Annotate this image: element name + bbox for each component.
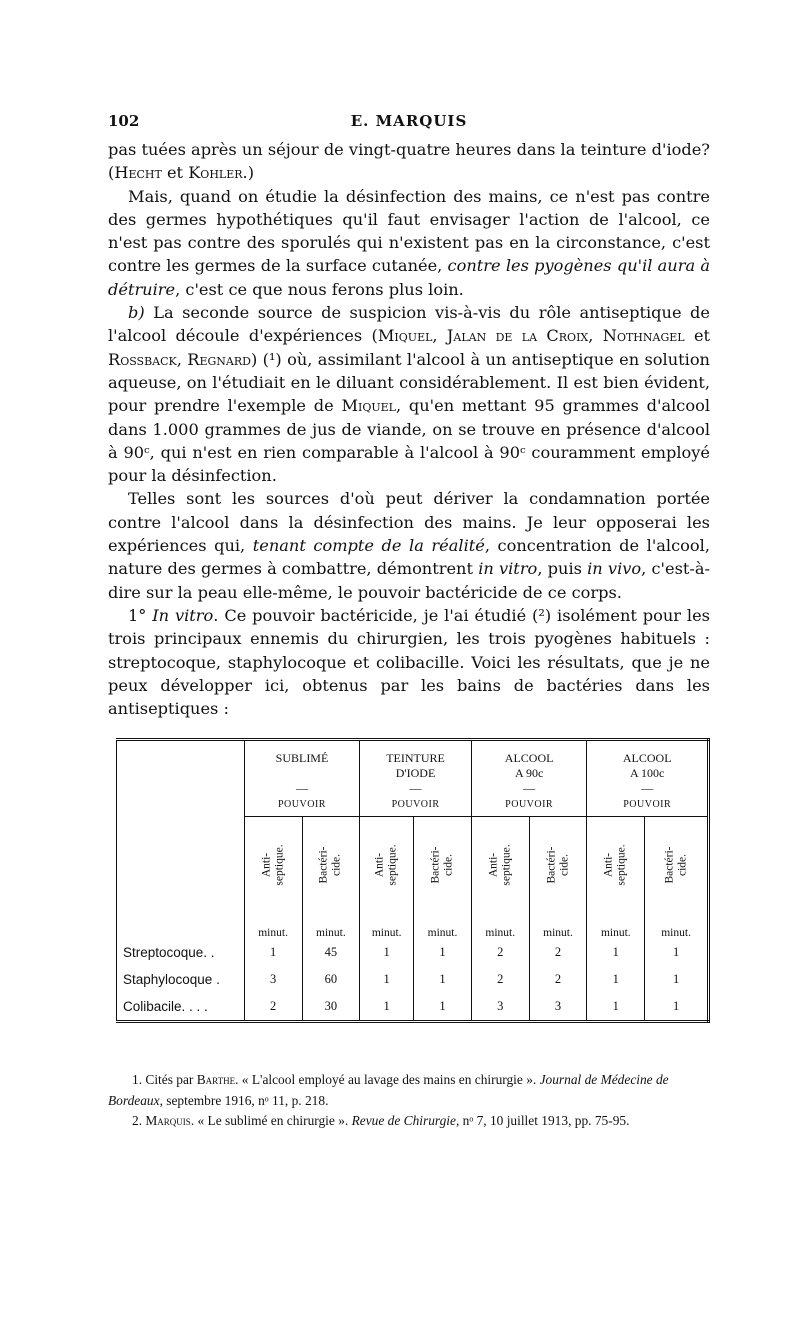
table-cell: 60 xyxy=(302,966,360,993)
table-cell: 1 xyxy=(587,993,645,1022)
col-antiseptique: Anti- septique. xyxy=(471,817,529,914)
table-cell: 2 xyxy=(244,993,302,1022)
table-cell: 3 xyxy=(244,966,302,993)
table-row xyxy=(117,939,709,966)
unit-label: minut. xyxy=(302,913,360,939)
paragraph-2: Mais, quand on étudie la désinfection des mains, ce n'est pas contre des germes hypothétiques qu'il faut envisager l'action de l'alcool, ce n'est pas contre des sporulés qui n'existent pas en la circonstance, c'est contre les germes de la surface cutanée, contre les pyogènes qu'il aura à détruire, c'est ce que nous ferons plus loin. xyxy=(108,186,710,299)
table-cell: 3 xyxy=(529,993,587,1022)
table-cell: 1 xyxy=(587,966,645,993)
table-cell: 1 xyxy=(414,993,472,1022)
author-name: Kohler xyxy=(188,163,243,183)
col-bactericide: Bactéri- cide. xyxy=(414,817,472,914)
paragraph-4: Telles sont les sources d'où peut dériver la condamnation portée contre l'alcool dans la désinfection des mains. Je leur opposerai les expériences qui, tenant compte de la réalité, concentration de l'alcool, nature des germes à combattre, démontrent in vitro, puis in vivo, c'est-à-dire sur la peau elle-même, le pouvoir bactéricide de ce corps. xyxy=(108,489,710,602)
table-cell: 1 xyxy=(645,993,709,1022)
group-header: ALCOOL A 100c — POUVOIR xyxy=(587,740,709,817)
row-label: Colibacile. . . . xyxy=(123,999,208,1014)
footnote-ref: ) (¹) xyxy=(250,349,282,369)
unit-label: minut. xyxy=(587,913,645,939)
unit-label: minut. xyxy=(529,913,587,939)
table-row xyxy=(117,993,709,1022)
group-header: TEINTURE D'IODE — POUVOIR xyxy=(360,740,472,817)
author-name: Miquel xyxy=(341,396,396,416)
table-cell: 2 xyxy=(471,939,529,966)
table-cell: 2 xyxy=(471,966,529,993)
author-name: Nothnagel xyxy=(602,326,685,346)
results-table xyxy=(116,738,710,1023)
col-antiseptique: Anti- septique. xyxy=(360,817,414,914)
footnote-2: 2. Marquis. « Le sublimé en chirurgie ». Revue de Chirurgie, nᵒ 7, 10 juillet 1913, pp. 75-95. xyxy=(132,1113,630,1128)
author-name: Hecht xyxy=(114,163,162,183)
author-name: Miquel xyxy=(377,326,433,346)
table-group-header-row xyxy=(117,740,709,817)
table-cell: 30 xyxy=(302,993,360,1022)
col-bactericide: Bactéri- cide. xyxy=(529,817,587,914)
table-unit-row xyxy=(117,913,709,939)
table-cell: 1 xyxy=(360,966,414,993)
table-cell: 45 xyxy=(302,939,360,966)
table-row xyxy=(117,966,709,993)
footnote-1: 1. Cités par Barthe. « L'alcool employé au lavage des mains en chirurgie ». Journal de Médecine de Bordeaux, septembre 1916, nᵒ 11, p. 218. xyxy=(108,1072,669,1108)
paragraph-5: 1° In vitro. Ce pouvoir bactéricide, je l'ai étudié (²) isolément pour les trois principaux ennemis du chirurgien, les trois pyogènes habituels : streptocoque, staphylocoque et colibacille. Voici les résultats, que je ne peux développer ici, obtenus par les bains de bactéries dans les antiseptiques : xyxy=(108,605,710,719)
author-name: Rossback xyxy=(108,349,177,369)
table-cell: 2 xyxy=(529,966,587,993)
col-bactericide: Bactéri- cide. xyxy=(645,817,709,914)
table-cell: 1 xyxy=(645,966,709,993)
table-cell: 3 xyxy=(471,993,529,1022)
author-name: Jalan de la Croix xyxy=(446,326,589,346)
table-cell: 1 xyxy=(360,993,414,1022)
table-cell: 1 xyxy=(414,939,472,966)
table-cell: 1 xyxy=(645,939,709,966)
unit-label: minut. xyxy=(360,913,414,939)
table-cell: 1 xyxy=(360,939,414,966)
page-number: 102 xyxy=(108,112,140,130)
col-antiseptique: Anti- septique. xyxy=(587,817,645,914)
paragraph-3: b) La seconde source de suspicion vis-à-vis du rôle antiseptique de l'alcool découle d'expériences (Miquel, Jalan de la Croix, Nothnagel et Rossback, Regnard) (¹) où, assimilant l'alcool à un antiseptique en solution aqueuse, on l'étudiait en le diluant considérablement. Il est bien évident, pour prendre l'exemple de Miquel, qu'en mettant 95 grammes d'alcool dans 1.000 grammes de jus de viande, on se trouve en présence d'alcool à 90ᶜ, qui n'est en rien comparable à l'alcool à 90ᶜ couramment employé pour la désinfection. xyxy=(108,303,711,486)
unit-label: minut. xyxy=(244,913,302,939)
running-title: E. MARQUIS xyxy=(350,112,468,130)
table-cell: 1 xyxy=(587,939,645,966)
footnotes xyxy=(108,1070,710,1132)
unit-label: minut. xyxy=(645,913,709,939)
row-label: Streptocoque. . xyxy=(123,945,215,960)
unit-label: minut. xyxy=(471,913,529,939)
group-header: ALCOOL A 90c — POUVOIR xyxy=(471,740,587,817)
row-label: Staphylocoque . xyxy=(123,972,220,987)
col-bactericide: Bactéri- cide. xyxy=(302,817,360,914)
page-header xyxy=(108,112,710,138)
unit-label: minut. xyxy=(414,913,472,939)
col-antiseptique: Anti- septique. xyxy=(244,817,302,914)
table-cell: 1 xyxy=(414,966,472,993)
table-cell: 2 xyxy=(529,939,587,966)
author-name: Regnard xyxy=(187,349,251,369)
page-content xyxy=(108,112,710,720)
body-text xyxy=(108,138,710,720)
section-label: b) xyxy=(128,303,145,323)
paragraph-1: pas tuées après un séjour de vingt-quatre heures dans la teinture d'iode? (Hecht et Kohler.) xyxy=(108,140,710,183)
emphasis: contre les pyogènes qu'il aura à détruire xyxy=(108,256,710,299)
group-header: SUBLIMÉ — POUVOIR xyxy=(244,740,360,817)
table-cell: 1 xyxy=(244,939,302,966)
